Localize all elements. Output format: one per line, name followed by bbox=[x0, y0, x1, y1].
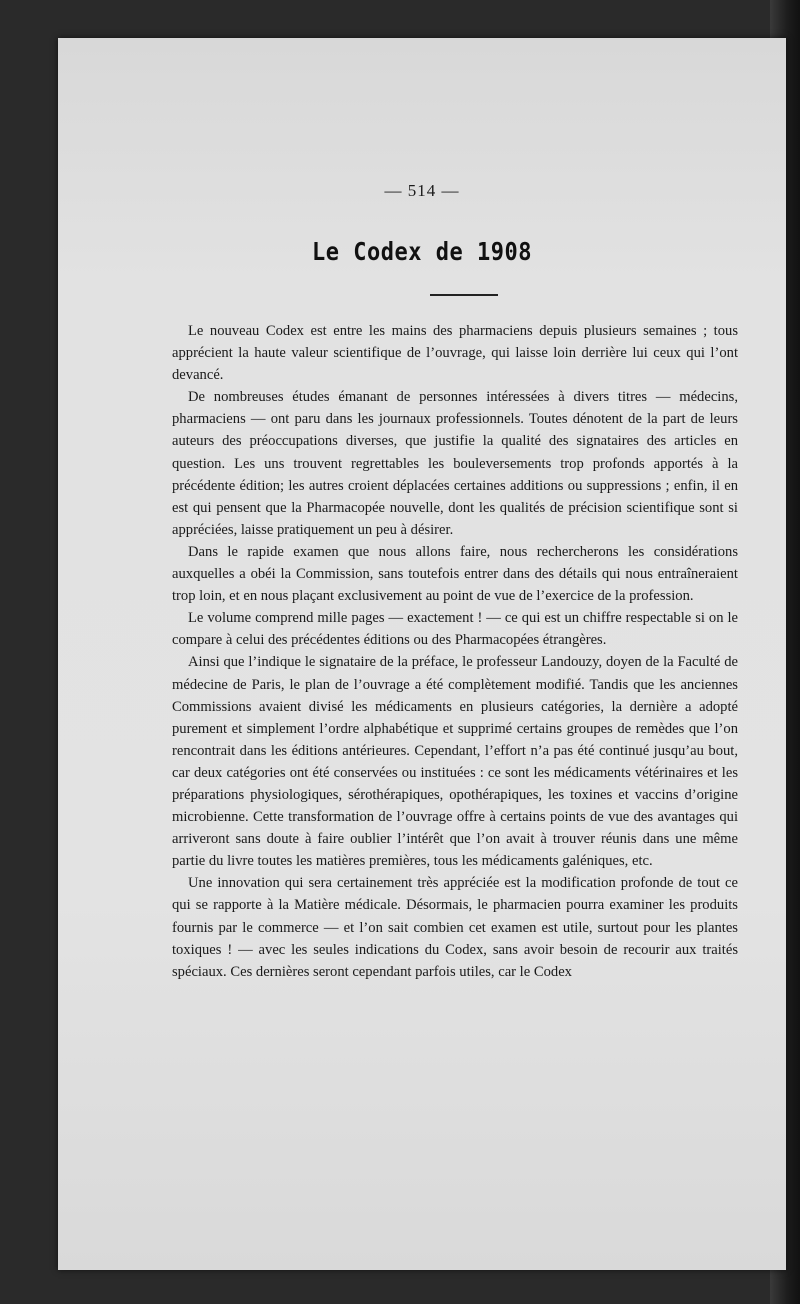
title-divider bbox=[430, 294, 498, 296]
paragraph: Ainsi que l’indique le signataire de la préface, le professeur Landouzy, doyen de la Faculté de médecine de Paris, le plan de l’ouvrage a été complètement modifié. Tandis que les anciennes Commissions avaient divisé les médicaments en plusieurs catégories, la dernière a adopté purement et simplement l’ordre alphabétique et supprimé certains groupes de remèdes que l’on rencontrait dans les éditions antérieures. Cependant, l’effort n’a pas été continué jusqu’au bout, car deux catégories ont été conservées ou instituées : ce sont les médicaments vétérinaires et les préparations physiologiques, sérothérapiques, opothérapiques, les toxines et vaccins d’origine microbienne. Cette transformation de l’ouvrage offre à certains points de vue des avantages qui arriveront sans doute à faire oublier l’intérêt que l’on avait à trouver réunis dans une même partie du livre toutes les matières premières, tous les médicaments galéniques, etc. bbox=[172, 654, 738, 870]
paragraph: De nombreuses études émanant de personnes intéressées à divers titres — médecins, pharmaciens — ont paru dans les journaux professionnels. Toutes dénotent de la part de leurs auteurs des préoccupations diverses, que justifie la qualité des signataires des articles en question. Les uns trouvent regrettables les bouleversements trop profonds apportés à la précédente édition; les autres croient déplacées certaines additions ou suppressions ; enfin, il en est qui pensent que la Pharmacopée nouvelle, dont les qualités de précision scientifique sont si appréciées, laisse pratiquement un peu à désirer. bbox=[172, 389, 738, 538]
paragraph: Dans le rapide examen que nous allons faire, nous rechercherons les considérations auxquelles a obéi la Commission, sans toutefois entrer dans des détails qui nous entraîneraient trop loin, et en nous plaçant exclusivement au point de vue de l’exercice de la profession. bbox=[172, 543, 738, 605]
paragraph: Une innovation qui sera certainement très appréciée est la modification profonde de tout ce qui se rapporte à la Matière médicale. Désormais, le pharmacien pourra examiner les produits fournis par le commerce — et l’on sait combien cet examen est utile, surtout pour les plantes toxiques ! — avec les seules indications du Codex, sans avoir besoin de recourir aux traités spéciaux. Ces dernières seront cependant parfois utiles, car le Codex bbox=[172, 875, 738, 980]
article-body bbox=[172, 320, 738, 983]
paragraph: Le nouveau Codex est entre les mains des pharmaciens depuis plusieurs semaines ; tous apprécient la haute valeur scientifique de l’ouvrage, qui laisse loin derrière lui ceux qui l’ont devancé. bbox=[172, 323, 738, 384]
page-number: — 514 — bbox=[384, 181, 460, 200]
article-title: Le Codex de 1908 bbox=[312, 238, 532, 267]
paragraph: Le volume comprend mille pages — exactement ! — ce qui est un chiffre respectable si on le compare à celui des précédentes éditions ou des Pharmacopées étrangères. bbox=[172, 610, 738, 649]
book-page bbox=[58, 38, 786, 1270]
